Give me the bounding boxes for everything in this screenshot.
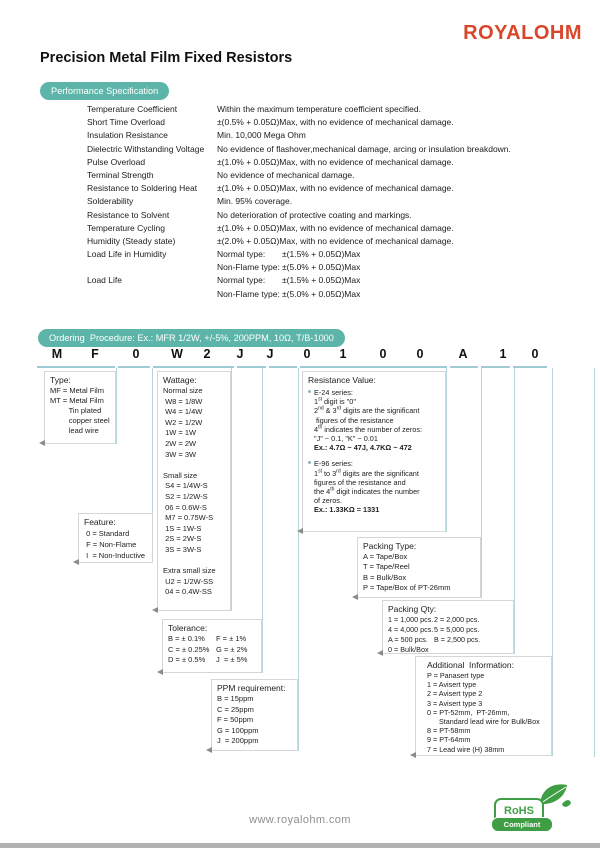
code-underline [513,366,547,368]
code-char: 1 [339,347,347,361]
left-arrow-icon [297,528,303,534]
bullet-icon [308,461,311,464]
guide-line [552,368,553,756]
box-title: PPM requirement: [217,683,286,693]
spec-value: Min. 10,000 Mega Ohm [217,130,306,141]
spec-row [87,156,572,169]
box-line: F = 50ppm [217,715,254,724]
code-underline [37,366,115,368]
spec-value: No evidence of flashover,mechanical damage, arcing or insulation breakdown. [217,143,511,154]
guide-line [231,368,232,611]
box-line: figures of the resistance and [314,477,406,487]
box-line: S4 = 1/4W-S [163,481,208,491]
box-line: W8 = 1/8W [163,396,203,406]
ordering-box-additional [415,656,552,756]
box-line: 1S = 1W-S [163,523,202,533]
box-pair-key: A = 500 pcs. [388,635,428,644]
left-arrow-icon [410,752,416,758]
box-bullet-line [308,388,443,397]
box-line: 1st to 3rd digits are the significant [314,468,419,478]
box-pair-key: 0 = Bulk/Box [388,645,429,654]
spec-row [87,288,572,301]
box-title: Resistance Value: [308,375,376,385]
box-line: 7 = Lead wire (H) 38mm [427,744,505,754]
box-line: I = Non-Inductive [84,551,146,560]
spec-value: ±(1.0% + 0.05Ω)Max, with no evidence of mechanical damage. [217,222,454,233]
box-bullet-label: E-96 series: [314,459,353,469]
rohs-compliant-label: Compliant [491,817,553,832]
box-line: B = 15ppm [217,694,254,703]
spec-label: Terminal Strength [87,169,154,180]
box-line: 2W = 2W [163,438,197,448]
box-line: the 4th digit indicates the number [314,486,420,497]
guide-line [514,368,515,654]
guide-line [298,368,299,751]
brand-logo: ROYALOHM [463,22,582,44]
box-line: Standard lead wire for Bulk/Box [427,717,540,727]
box-pair-value: J = ± 5% [216,655,248,664]
box-pair-value: F = ± 1% [216,634,247,643]
spec-row [87,116,572,129]
box-line: 4th indicates the number of zeros: [314,424,423,434]
box-line: 06 = 0.6W-S [163,502,207,512]
box-line: W2 = 1/2W [163,417,203,427]
ordering-box-resistance [302,371,446,532]
spec-row [87,235,572,248]
left-arrow-icon [206,747,212,753]
spec-label: Temperature Cycling [87,222,165,233]
box-line: MT = Metal Film [50,396,104,405]
spec-value: ±(2.0% + 0.05Ω)Max, with no evidence of mechanical damage. [217,235,454,246]
box-line: 3S = 3W-S [163,544,202,554]
box-line: 2nd & 3rd digits are the significant [314,405,420,416]
box-title: Packing Type: [363,541,417,551]
guide-line [446,368,447,532]
box-line: 3 = Avisert type 3 [427,698,483,708]
ordering-box-wattage [157,371,231,611]
box-line: 2S = 2W-S [163,534,202,544]
box-title: Tolerance: [168,623,208,633]
spec-value: Min. 95% coverage. [217,196,293,207]
spec-value: ±(1.0% + 0.05Ω)Max, with no evidence of mechanical damage. [217,183,454,194]
box-line: Extra small size [163,566,216,576]
box-bullet-label: E-24 series: [314,388,353,397]
spec-sub-label: Normal type: [217,275,266,286]
ordering-box-feature [78,513,153,563]
box-line: 9 = PT-64mm [427,735,471,745]
box-line: W4 = 1/4W [163,407,203,417]
spec-row [87,143,572,156]
spec-value: ±(0.5% + 0.05Ω)Max, with no evidence of mechanical damage. [217,117,454,128]
code-char: 1 [499,347,507,361]
box-line: A = Tape/Box [363,552,408,561]
box-line: 3W = 3W [163,449,197,459]
spec-sub-label: Non-Flame type: [217,288,280,299]
code-char: J [236,347,244,361]
code-char: M [51,347,63,361]
box-title: Type: [50,375,71,385]
spec-value: ±(1.0% + 0.05Ω)Max, with no evidence of mechanical damage. [217,156,454,167]
rohs-badge [494,788,570,840]
spec-row [87,129,572,142]
ordering-box-type [44,371,116,444]
box-line: J = 200ppm [217,736,259,745]
spec-row [87,195,572,208]
box-line: C = 25ppm [217,704,254,714]
spec-value: No deterioration of protective coating and markings. [217,209,412,220]
spec-label: Resistance to Solvent [87,209,170,220]
box-line: of zeros. [314,496,342,506]
box-line [163,556,228,567]
box-pair-value: G = ± 2% [216,644,248,654]
spec-row [87,261,572,274]
box-line [168,634,259,645]
code-char: 0 [379,347,387,361]
page-title: Precision Metal Film Fixed Resistors [40,50,293,66]
spec-label: Humidity (Steady state) [87,235,176,246]
spec-value: ±(5.0% + 0.05Ω)Max [282,288,361,299]
box-pair-value: B = 2,500 pcs. [434,635,481,644]
spec-label: Dielectric Withstanding Voltage [87,143,205,154]
bottom-bar [0,843,600,848]
box-line: 0 = Standard [84,529,130,538]
spec-value: Within the maximum temperature coefficient specified. [217,104,421,114]
spec-row [87,169,572,182]
spec-row [87,274,572,287]
box-line: T = Tape/Reel [363,562,410,572]
ordering-box-tolerance [162,619,262,673]
left-arrow-icon [73,559,79,565]
box-title: Feature: [84,517,116,527]
left-arrow-icon [352,594,358,600]
guide-line [594,368,595,757]
box-line: "J" ~ 0.1, "K" ~ 0.01 [314,434,378,444]
code-char: 2 [203,347,211,361]
code-char: 0 [416,347,424,361]
spec-row [87,209,572,222]
code-char: 0 [531,347,539,361]
box-line: S2 = 1/2W-S [163,491,208,501]
box-line: 1 = Avisert type [427,680,477,690]
spec-label: Load Life [87,275,122,286]
box-line: MF = Metal Film [50,386,104,395]
left-arrow-icon [157,669,163,675]
rohs-label: RoHS [494,798,544,826]
box-pair-key: C = ± 0.25% [168,644,210,654]
spec-label: Temperature Coefficient [87,104,178,114]
box-line: 0 = PT-52mm, PT-26mm, [427,707,510,717]
code-underline [269,366,297,368]
code-underline [153,366,234,368]
box-line: 8 = PT-58mm [427,726,471,736]
left-arrow-icon [377,650,383,656]
box-line: F = Non-Flame [84,540,137,549]
spec-value: ±(5.0% + 0.05Ω)Max [282,262,361,273]
box-line [388,635,511,645]
box-line [163,460,228,471]
box-line: lead wire [50,426,99,435]
code-char: A [458,347,468,361]
box-title: Additional Information: [427,660,514,670]
box-line: figures of the resistance [314,415,394,425]
box-line: G = 100ppm [217,725,259,735]
spec-value: No evidence of mechanical damage. [217,169,355,180]
box-title: Wattage: [163,375,197,385]
box-line: P = Panasert type [427,671,485,680]
box-pair-value: 2 = 2,000 pcs. [434,615,480,624]
box-line [168,645,259,656]
code-char: W [171,347,183,361]
spec-label: Pulse Overload [87,156,146,167]
left-arrow-icon [152,607,158,613]
box-line: 1W = 1W [163,428,197,438]
box-line: 1st digit is "0" [314,396,356,407]
spec-label: Insulation Resistance [87,130,168,141]
guide-line [262,368,263,673]
spec-label [87,261,217,274]
ordering-box-packing-type [357,537,481,598]
box-line: B = Bulk/Box [363,572,407,582]
box-pair-value: 5 = 5,000 pcs. [434,625,480,634]
box-line: 04 = 0.4W-SS [163,587,212,597]
ordering-heading-badge: Ordering Procedure: Ex.: MFR 1/2W, +/-5%, 200PPM, 10Ω, T/B-1000 [38,329,345,347]
spec-row [87,103,572,116]
box-line: 2 = Avisert type 2 [427,689,483,699]
box-bullet-line [308,459,443,468]
box-pair-key: 1 = 1,000 pcs. [388,615,434,624]
spec-table [87,103,572,301]
code-underline [118,366,150,368]
spec-sub-label: Non-Flame type: [217,262,280,273]
spec-label: Solderability [87,196,134,207]
box-line: Ex.: 1.33KΩ = 1331 [314,505,380,515]
left-arrow-icon [39,440,45,446]
box-line: Small size [163,470,198,480]
spec-label: Load Life in Humidity [87,249,167,260]
spec-value: ±(1.5% + 0.05Ω)Max [282,275,361,286]
spec-row [87,248,572,261]
guide-line [116,368,117,444]
spec-label: Resistance to Soldering Heat [87,183,198,194]
footer-url: www.royalohm.com [249,814,351,826]
box-pair-key: D = ± 0.5% [168,655,206,664]
box-line: Normal size [163,386,203,395]
ordering-box-ppm [211,679,298,751]
box-line: U2 = 1/2W-SS [163,576,214,586]
spec-value: ±(1.5% + 0.05Ω)Max [282,249,361,260]
performance-heading-badge: Performance Specification [40,82,169,100]
ordering-box-packing-qty [382,600,514,654]
code-char: F [91,347,99,361]
spec-row [87,182,572,195]
code-underline [300,366,447,368]
code-underline [450,366,478,368]
spec-row [87,222,572,235]
box-title: Packing Qty: [388,604,437,614]
bullet-icon [308,390,311,393]
code-char: 0 [132,347,140,361]
code-underline [481,366,510,368]
box-line [388,615,511,625]
box-pair-key: B = ± 0.1% [168,634,205,643]
box-line [168,655,259,666]
code-char: 0 [303,347,311,361]
box-line [388,645,511,655]
code-char: J [266,347,274,361]
box-line: P = Tape/Box of PT-26mm [363,582,451,592]
spec-label [87,288,217,301]
spec-sub-label: Normal type: [217,249,266,260]
box-line [388,625,511,635]
spec-label: Short Time Overload [87,117,165,128]
box-line: copper steel [50,416,110,425]
box-line: Ex.: 4.7Ω ~ 47J, 4.7KΩ ~ 472 [314,443,412,453]
guide-line [481,368,482,598]
box-line: Tin plated [50,406,102,415]
box-line: M7 = 0.75W-S [163,513,214,523]
box-pair-key: 4 = 4,000 pcs. [388,625,434,634]
